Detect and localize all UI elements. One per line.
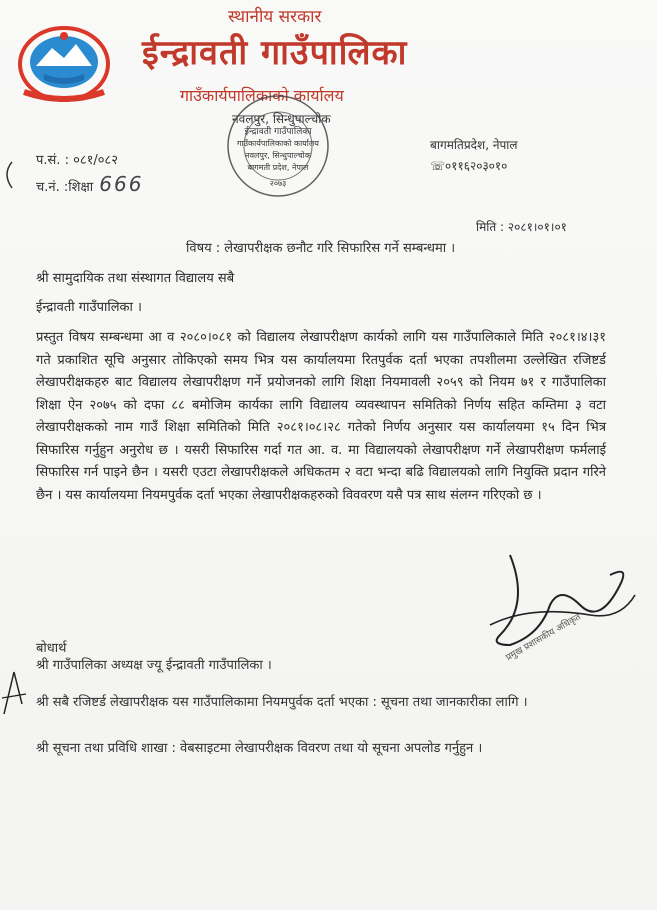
dispatch-handwritten-number: 666 — [99, 172, 144, 196]
seal-line-2: गाउँकार्यपालिकाको कार्यालय — [237, 139, 319, 148]
local-government-label: स्थानीय सरकार — [228, 7, 322, 27]
margin-stroke — [0, 160, 16, 190]
cc-heading: बोधार्थ — [36, 641, 67, 656]
cc-item: श्री सबै रजिष्टर्ड लेखापरीक्षक यस गाउँपालिकामा नियमपुर्वक दर्ता भएका : सूचना तथा जानकारीका लागि । — [36, 695, 528, 710]
signature-mark — [470, 545, 640, 665]
seal-year: २०७३ — [269, 179, 287, 188]
phone-number: ☏०११६२०३०१० — [430, 159, 508, 173]
office-seal-stamp — [222, 90, 334, 202]
dispatch-label: च.नं. :शिक्षा — [36, 180, 94, 195]
municipality-title: ईन्द्रावती गाउँपालिका — [142, 33, 408, 73]
margin-checkmark — [0, 664, 28, 724]
cc-item: श्री सूचना तथा प्रविधि शाखा : वेबसाइटमा लेखापरीक्षक विवरण तथा यो सूचना अपलोड गर्नुहुन । — [36, 741, 483, 756]
seal-line-3: नवलपुर, सिन्धुपाल्चोक — [245, 151, 311, 160]
dispatch-number — [36, 172, 143, 196]
office-name: गाउँकार्यपालिकाको कार्यालय — [180, 86, 344, 105]
letter-subject: विषय : लेखापरीक्षक छनौट गरि सिफारिस गर्ने सम्बन्धमा । — [186, 241, 456, 256]
letter-date: मिति : २०८१।०१।०१ — [476, 220, 567, 234]
recipient-line-1: श्री सामुदायिक तथा संस्थागत विद्यालय सबै — [36, 271, 235, 286]
cc-item: श्री गाउँपालिका अध्यक्ष ज्यू ईन्द्रावती गाउँपालिका । — [36, 658, 272, 673]
province-label: बागमतिप्रदेश, नेपाल — [430, 138, 518, 152]
signatory-title: प्रमुख प्रशासकीय अधिकृत — [504, 612, 583, 664]
seal-line-1: ईन्द्रावती गाउँपालिका — [244, 127, 312, 137]
recipient-line-2: ईन्द्रावती गाउँपालिका । — [36, 300, 142, 315]
office-address: नवलपुर, सिन्धुपाल्चोक — [232, 112, 331, 126]
letter-body: प्रस्तुत विषय सम्बन्धमा आ व २०८०।०८१ को विद्यालय लेखापरीक्षण कार्यको लागि यस गाउँपालिकाले मिति २०८१।४।३१ गते प्रकाशित सूचि अनुसार तोकिएको समय भित्र यस कार्यालयमा रितपुर्वक दर्ता भएका तपशीलमा उल्लेखित रजिष्टर्ड लेखापरीक्षकहरु बाट विद्यालय लेखापरीक्षण गर्ने प्रयोजनको लागि शिक्षा नियमावली २०५९ को नियम ७१ र गाउँपालिका शिक्षा ऐन २०७५ को दफा ८८ बमोजिम कार्यका लागि विद्यालय व्यवस्थापन समितिको निर्णय सहित कम्तिमा ३ वटा लेखापरीक्षकको नाम गाउँ शिक्षा समितिको मिति २०८१।०८।२८ गतेको निर्णय अनुसार यस कार्यालयमा १५ दिन भित्र सिफारिस गर्नुहुन अनुरोध छ । यसरी सिफारिस गर्दा गत आ. व. मा विद्यालयको लेखापरीक्षण गर्ने लेखापरीक्षण फर्मलाई सिफारिस गर्न पाइने छैन । यसरी एउटा लेखापरीक्षकले अधिकतम २ वटा भन्दा बढि विद्यालयको लागि नियुक्ति प्रदान गरिने छैन । यस कार्यालयमा नियमपुर्वक दर्ता भएका लेखापरीक्षकहरुको विववरण यसै पत्र साथ संलग्न गरिएको छ । — [36, 330, 606, 503]
government-emblem-icon — [14, 22, 114, 104]
seal-line-4: बागमती प्रदेश, नेपाल — [247, 163, 309, 172]
reference-number: प.सं. : ०८१/०८२ — [36, 153, 119, 168]
